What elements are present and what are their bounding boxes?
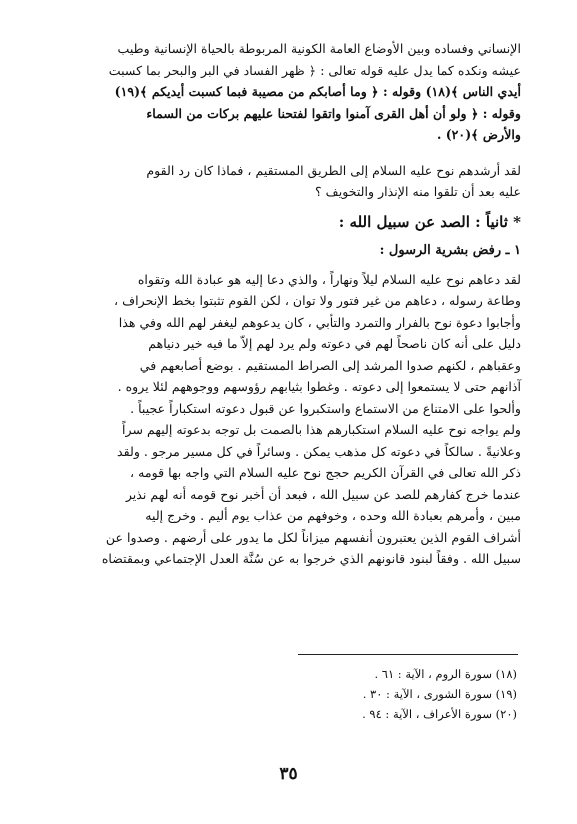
text-line: وقوله : ﴿ ولو أن أهل القرى آمنوا واتقوا لفتحنا عليهم بركات من السماء [146, 105, 521, 121]
text-line: وعلانيةً . سالكاً في دعوته كل مذهب يمكن . وسائراً في كل مسير مرجو . ولقد [117, 443, 521, 459]
text-line: ذكر الله تعالى في القرآن الكريم حجج نوح عليه السلام التي واجه بها قومه ، [130, 465, 521, 480]
text-line: آذانهم حتى لا يستمعوا إلى دعوته . وغطوا بثيابهم رؤوسهم ووجوههم لئلا يروه . [117, 379, 521, 394]
text-line: عيشه ونكده كما يدل عليه قوله تعالى : ﴿ ظهر الفساد في البر والبحر بما كسبت [108, 62, 521, 78]
subsection-heading: ١ ـ رفض بشرية الرسول : [379, 242, 521, 258]
footnotes [362, 664, 517, 724]
text-line: عليه بعد أن تلقوا منه الإنذار والتخويف ؟ [314, 184, 521, 199]
text-line: مبين ، وأمرهم بعبادة الله وحده ، وخوفهم من عذاب يوم أليم . وخرج إليه [145, 508, 521, 523]
lead-paragraph [60, 160, 521, 203]
text-line: لقد أرشدهم نوح عليه السلام إلى الطريق المستقيم ، فماذا كان رد القوم [146, 162, 521, 178]
footnote-19: (١٩) سورة الشورى ، الآية : ٣٠ . [362, 687, 517, 701]
text-line: وألحوا على الامتناع من الاستماع واستكبروا عن قبول دعوته استكباراً عجيباً . [130, 400, 521, 416]
text-line: لقد دعاهم نوح عليه السلام ليلاً ونهاراً ، والذي دعا إليه هو عبادة الله وتقواه [137, 271, 521, 287]
footnote-20: (٢٠) سورة الأعراف ، الآية : ٩٤ . [362, 707, 517, 721]
page-number: ٣٥ [279, 764, 298, 784]
text-line: أيدي الناس ﴾(١٨) وقوله : ﴿ وما أصابكم من مصيبة فبما كسبت أيديكم ﴾(١٩) [114, 84, 521, 99]
body-paragraph [60, 269, 521, 570]
footnote-18: (١٨) سورة الروم ، الآية : ٦١ . [374, 667, 517, 681]
text-line: والأرض ﴾(٢٠) . [436, 127, 521, 142]
text-line: ولم يواجه نوح عليه السلام استكبارهم هذا بالصمت بل توجه بدعوته إليهم سراً [122, 422, 521, 437]
text-line: أشراف القوم الذين يعتبرون أنفسهم ميزاناً لكل ما يدور على أرضهم . وصدوا عن [105, 529, 521, 545]
text-line: وطاعة رسوله ، دعاهم من غير فتور ولا توان ، لكن القوم تثبتوا بخط الإنحراف ، [114, 293, 521, 308]
footnote-divider [298, 654, 518, 655]
text-line: دليل على أنه كان ناصحاً لهم في دعوته ولم يرد لهم إلاّ ما فيه خير دنياهم [148, 336, 521, 351]
text-line: الإنساني وفساده وبين الأوضاع العامة الكونية المربوطة بالحياة الإنسانية وطيب [117, 41, 521, 56]
section-heading: * ثانياً : الصد عن سبيل الله : [338, 212, 521, 231]
text-line: وأجابوا دعوة نوح بالفرار والتمرد والتأبي ، كان يدعوهم ليغفر لهم الله وفي هذا [118, 314, 521, 330]
intro-paragraph [60, 38, 521, 146]
text-line: وعقباهم ، لكنهم صدوا المرشد إلى الصراط المستقيم . بوضع أصابعهم في [139, 357, 521, 373]
text-line: سبيل الله . وفقاً لبنود قانونهم الذي خرجوا به عن سُنَّة العدل الإجتماعي وبمقتضاه [101, 551, 521, 566]
text-line: عندما خرج كفارهم للصد عن سبيل الله ، فبعد أن أخبر نوح قومه أنه لهم نذير [125, 486, 521, 502]
